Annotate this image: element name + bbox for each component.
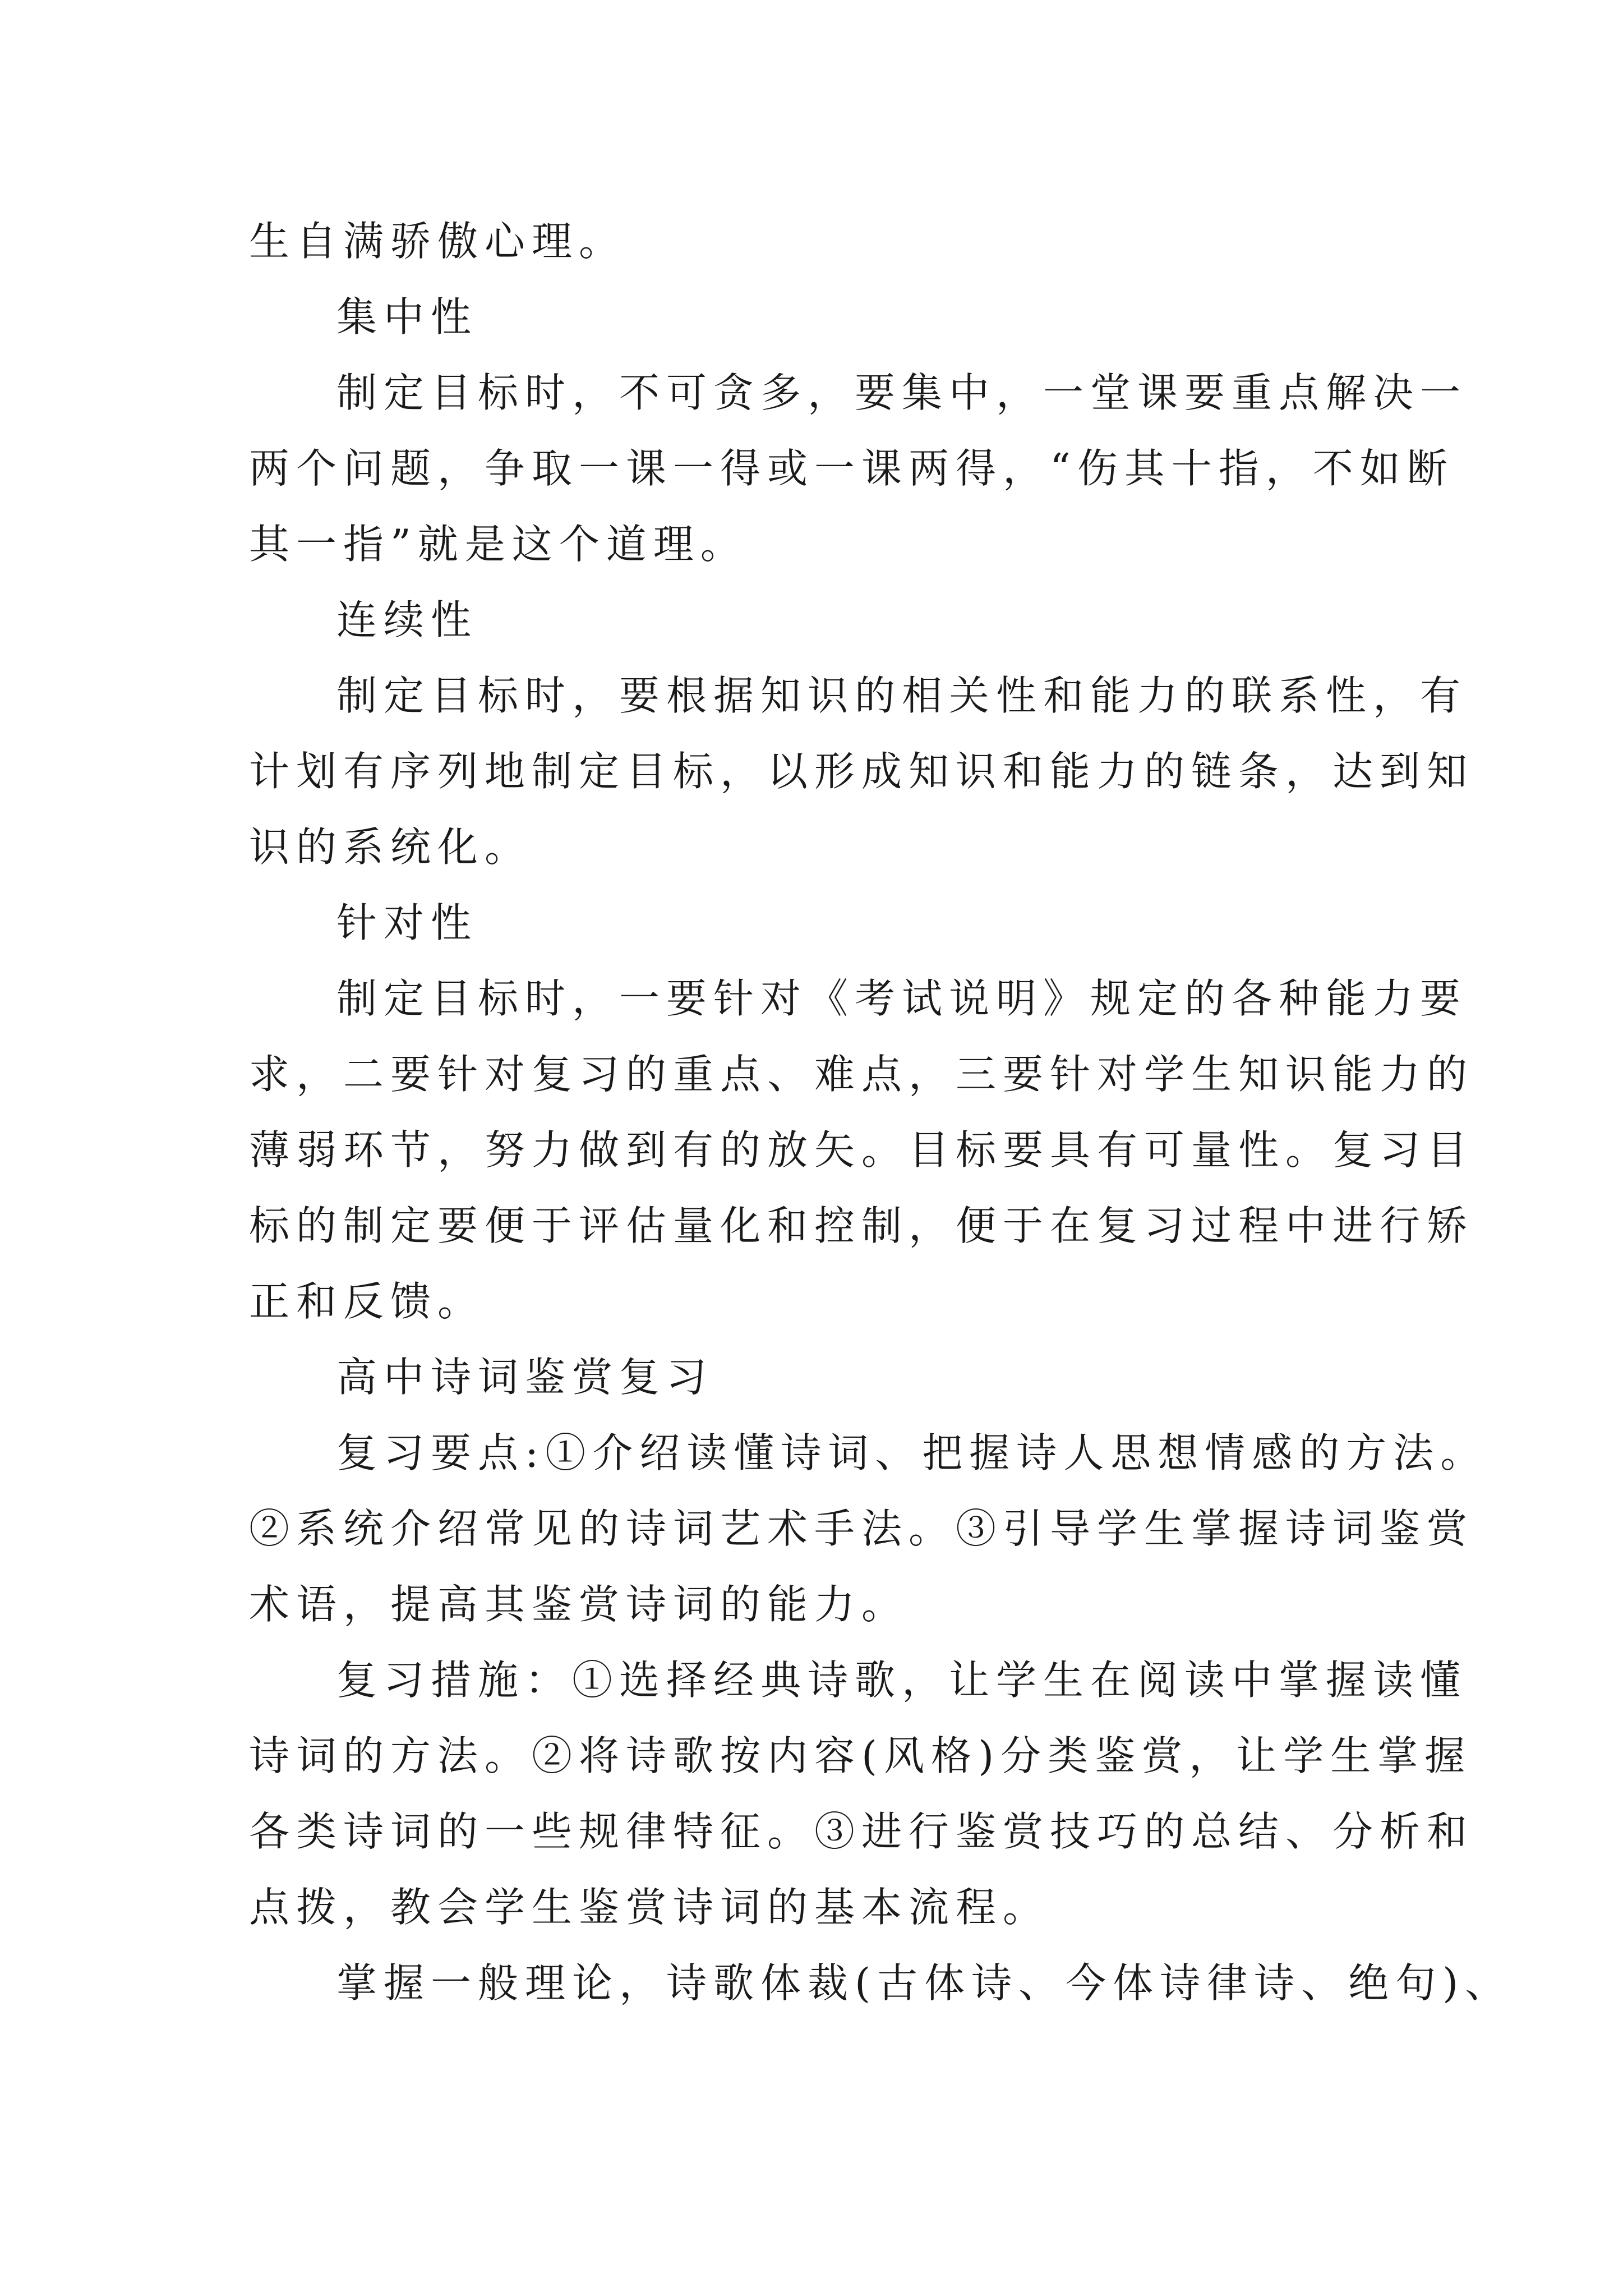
section-heading: 针对性: [336, 899, 478, 946]
text-line: 制定目标时，要根据知识的相关性和能力的联系性，有: [336, 672, 1468, 719]
text-line: 复习措施：①选择经典诗歌，让学生在阅读中掌握读懂: [336, 1657, 1468, 1704]
text-line: 复习要点:①介绍读懂诗词、把握诗人思想情感的方法。: [336, 1429, 1488, 1476]
text-line: 识的系统化。: [249, 823, 532, 871]
text-line: 制定目标时，不可贪多，要集中，一堂课要重点解决一: [336, 369, 1468, 416]
text-line: 点拨，教会学生鉴赏诗词的基本流程。: [249, 1884, 1050, 1931]
text-line: 标的制定要便于评估量化和控制，便于在复习过程中进行矫: [249, 1202, 1474, 1249]
text-line: 其一指”就是这个道理。: [249, 521, 748, 568]
text-line: ②系统介绍常见的诗词艺术手法。③引导学生掌握诗词鉴赏: [249, 1505, 1474, 1552]
section-heading: 高中诗词鉴赏复习: [336, 1354, 714, 1401]
text-line: 计划有序列地制定目标，以形成知识和能力的链条，达到知: [249, 748, 1474, 795]
section-heading: 连续性: [336, 596, 478, 643]
text-line: 掌握一般理论，诗歌体裁(古体诗、今体诗律诗、绝句)、: [336, 1959, 1513, 2007]
text-line: 薄弱环节，努力做到有的放矢。目标要具有可量性。复习目: [249, 1126, 1474, 1174]
text-line: 制定目标时，一要针对《考试说明》规定的各种能力要: [336, 975, 1468, 1022]
text-line: 两个问题，争取一课一得或一课两得，“伤其十指，不如断: [249, 445, 1454, 492]
text-line: 术语，提高其鉴赏诗词的能力。: [249, 1581, 909, 1628]
text-line: 诗词的方法。②将诗歌按内容(风格)分类鉴赏，让学生掌握: [249, 1732, 1472, 1779]
text-line: 正和反馈。: [249, 1278, 485, 1325]
text-line: 生自满骄傲心理。: [249, 218, 626, 265]
section-heading: 集中性: [336, 293, 478, 341]
text-line: 求，二要针对复习的重点、难点，三要针对学生知识能力的: [249, 1051, 1474, 1098]
text-line: 各类诗词的一些规律特征。③进行鉴赏技巧的总结、分析和: [249, 1808, 1474, 1855]
